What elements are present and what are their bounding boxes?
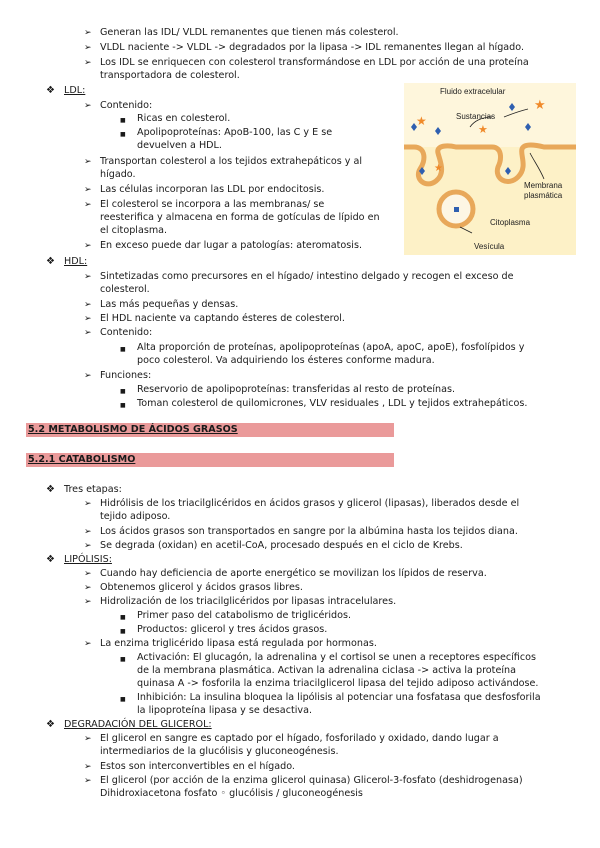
text-line: la lipoproteína lipasa y se desactiva. (137, 705, 312, 716)
ldl-heading: LDL: (64, 85, 86, 96)
text-line: transportadora de colesterol. (100, 70, 240, 81)
arrow-bullet-icon: ➢ (84, 200, 92, 210)
diamond-bullet-icon: ❖ (46, 484, 55, 495)
text-line: Hidrólisis de los triacilglicéridos en ácidos grasos y glicerol (lipasas), liberados desde el (100, 498, 520, 509)
text-line: El glicerol en sangre es captado por el hígado, fosforilado y oxidado, dando lugar a (100, 733, 499, 744)
text-line: tejido adiposo. (100, 511, 171, 522)
text-line: Toman colesterol de quilomicrones, VLV residuales , LDL y tejidos extrahepáticos. (137, 398, 528, 409)
square-bullet-icon: ■ (120, 346, 126, 353)
arrow-bullet-icon: ➢ (84, 371, 92, 381)
text-line: hígado. (100, 169, 136, 180)
star-substance-icon: ★ (534, 97, 546, 112)
text-line: devuelven a HDL. (137, 140, 222, 151)
arrow-bullet-icon: ➢ (84, 101, 92, 111)
section-5-2-band (26, 423, 394, 437)
text-line: La enzima triglicérido lipasa está regulada por hormonas. (100, 638, 377, 649)
text-line: Transportan colesterol a los tejidos extrahepáticos y al (100, 156, 363, 167)
square-bullet-icon: ■ (120, 117, 126, 124)
hdl-heading: HDL: (64, 256, 88, 267)
text-line: de la membrana plasmática. Activan la adrenalina ciclasa -> activa la proteína (137, 665, 516, 676)
text-line: Estos son interconvertibles en el hígado. (100, 761, 295, 772)
arrow-bullet-icon: ➢ (84, 639, 92, 649)
label-vesicle: Vesícula (474, 242, 505, 251)
text-line: Tres etapas: (64, 484, 122, 495)
text-line: Los ácidos grasos son transportados en sangre por la albúmina hasta los tejidos diana. (100, 526, 518, 537)
arrow-bullet-icon: ➢ (84, 569, 92, 579)
section-5-2-title: 5.2 METABOLISMO DE ÁCIDOS GRASOS (28, 424, 238, 435)
arrow-bullet-icon: ➢ (84, 499, 92, 509)
text-line: Contenido: (100, 100, 153, 111)
text-line: Alta proporción de proteínas, apolipoproteínas (apoA, apoC, apoE), fosfolípidos y (137, 342, 525, 353)
text-line: Los IDL se enriquecen con colesterol transformándose en LDL por acción de una proteína (100, 57, 529, 68)
arrow-bullet-icon: ➢ (84, 541, 92, 551)
arrow-bullet-icon: ➢ (84, 328, 92, 338)
text-line: Las células incorporan las LDL por endocitosis. (100, 184, 325, 195)
glicerol-heading: DEGRADACIÓN DEL GLICEROL: (64, 719, 212, 730)
arrow-bullet-icon: ➢ (84, 527, 92, 537)
text-line: Se degrada (oxidan) en acetil-CoA, procesado después en el ciclo de Krebs. (100, 540, 463, 551)
text-line: Generan las IDL/ VLDL remanentes que tienen más colesterol. (100, 27, 399, 38)
text-line: VLDL naciente -> VLDL -> degradados por la lipasa -> IDL remanentes llegan al hígado. (100, 42, 525, 53)
arrow-bullet-icon: ➢ (84, 241, 92, 251)
text-line: El HDL naciente va captando ésteres de colesterol. (100, 313, 345, 324)
text-line: En exceso puede dar lugar a patologías: ateromatosis. (100, 240, 363, 251)
arrow-bullet-icon: ➢ (84, 583, 92, 593)
text-line: Funciones: (100, 370, 152, 381)
text-line: Sintetizadas como precursores en el hígado/ intestino delgado y recogen el exceso de (100, 271, 514, 282)
diamond-bullet-icon: ❖ (46, 256, 55, 267)
text-line: Apolipoproteínas: ApoB-100, las C y E se (137, 127, 333, 138)
arrow-bullet-icon: ➢ (84, 157, 92, 167)
text-line: Ricas en colesterol. (137, 113, 231, 124)
text-line: el citoplasma. (100, 225, 168, 236)
arrow-bullet-icon: ➢ (84, 300, 92, 310)
lipolisis-heading: LIPÓLISIS: (64, 554, 112, 565)
text-line: Las más pequeñas y densas. (100, 299, 239, 310)
text-line: El colesterol se incorpora a las membranas/ se (100, 199, 325, 210)
square-bullet-icon: ■ (120, 628, 126, 635)
star-substance-icon: ★ (478, 124, 488, 136)
arrow-bullet-icon: ➢ (84, 43, 92, 53)
square-bullet-icon: ■ (120, 131, 126, 138)
text-line: Reservorio de apolipoproteínas: transferidas al resto de proteínas. (137, 384, 456, 395)
square-bullet-icon: ■ (120, 696, 126, 703)
arrow-bullet-icon: ➢ (84, 185, 92, 195)
text-line: quinasa A -> fosforila la enzima triacilglicerol lipasa del tejido adiposo activándose. (137, 678, 539, 689)
diamond-substance-icon (454, 207, 459, 212)
text-line: reesterifica y almacena en forma de gotículas de lípido en (100, 212, 380, 223)
text-line: Productos: glicerol y tres ácidos grasos. (137, 624, 328, 635)
text-line: Primer paso del catabolismo de triglicéridos. (137, 610, 352, 621)
text-line: poco colesterol. Va adquiriendo los ésteres conforme madura. (137, 355, 435, 366)
arrow-bullet-icon: ➢ (84, 776, 92, 786)
text-line: Activación: El glucagón, la adrenalina y el cortisol se unen a receptores específicos (137, 652, 536, 663)
arrow-bullet-icon: ➢ (84, 762, 92, 772)
star-substance-icon: ★ (416, 114, 427, 128)
label-cytoplasm: Citoplasma (490, 218, 531, 227)
section-5-2-1-band (26, 453, 394, 467)
arrow-bullet-icon: ➢ (84, 58, 92, 68)
text-line: Inhibición: La insulina bloquea la lipólisis al potenciar una fosfatasa que desfosforila (137, 692, 541, 703)
text-line: Obtenemos glicerol y ácidos grasos libres. (100, 582, 303, 593)
section-5-2-1-title: 5.2.1 CATABOLISMO (28, 454, 136, 465)
star-substance-icon: ★ (434, 163, 443, 174)
label-extracellular: Fluido extracelular (440, 87, 506, 96)
square-bullet-icon: ■ (120, 402, 126, 409)
endocytosis-figure (404, 83, 576, 255)
label-membrane-1: Membrana (524, 181, 563, 190)
diamond-bullet-icon: ❖ (46, 85, 55, 96)
arrow-bullet-icon: ➢ (84, 314, 92, 324)
text-line: Cuando hay deficiencia de aporte energético se movilizan los lípidos de reserva. (100, 568, 487, 579)
arrow-bullet-icon: ➢ (84, 28, 92, 38)
arrow-bullet-icon: ➢ (84, 734, 92, 744)
square-bullet-icon: ■ (120, 388, 126, 395)
text-line: colesterol. (100, 284, 150, 295)
text-line: Dihidroxiacetona fosfato ◦ glucólisis / gluconeogénesis (100, 788, 363, 799)
square-bullet-icon: ■ (120, 656, 126, 663)
text-line: El glicerol (por acción de la enzima glicerol quinasa) Glicerol-3-fosfato (deshidrogenasa) (100, 775, 523, 786)
arrow-bullet-icon: ➢ (84, 272, 92, 282)
text-line: Contenido: (100, 327, 153, 338)
label-substances: Sustancias (456, 112, 496, 121)
diamond-bullet-icon: ❖ (46, 719, 55, 730)
arrow-bullet-icon: ➢ (84, 597, 92, 607)
text-line: intermediarios de la glucólisis y gluconeogénesis. (100, 746, 339, 757)
text-line: Hidrolización de los triacilglicéridos por lipasas intracelulares. (100, 596, 397, 607)
label-membrane-2: plasmática (524, 191, 563, 200)
square-bullet-icon: ■ (120, 614, 126, 621)
diamond-bullet-icon: ❖ (46, 554, 55, 565)
